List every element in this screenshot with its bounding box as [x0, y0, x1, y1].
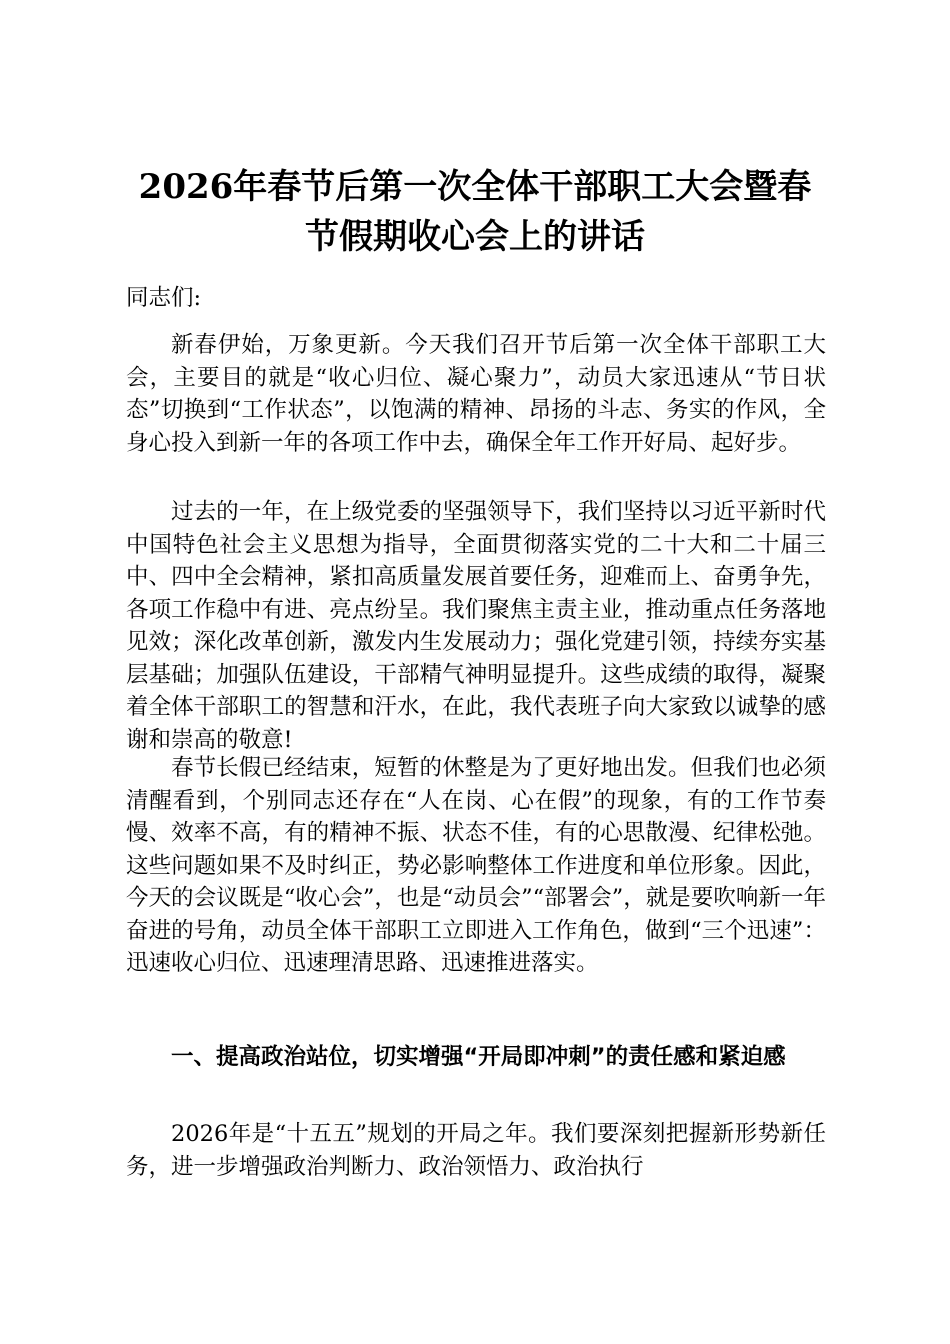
paragraph-2: 过去的一年，在上级党委的坚强领导下，我们坚持以习近平新时代中国特色社会主义思想为指导，全面贯彻落实党的二十大和二十届三中、四中全会精神，紧扣高质量发展首要任务，迎难而上、奋勇争先，各项工作稳中有进、亮点纷呈。我们聚焦主责主业，推动重点任务落地见效；深化改革创新，激发内生发展动力；强化党建引领，持续夯实基层基础；加强队伍建设，干部精气神明显提升。这些成绩的取得，凝聚着全体干部职工的智慧和汗水，在此，我代表班子向大家致以诚挚的感谢和崇高的敬意! [126, 499, 826, 753]
paragraph-4: 2026年是“十五五”规划的开局之年。我们要深刻把握新形势新任务，进一步增强政治判断力、政治领悟力、政治执行 [126, 1121, 826, 1180]
document-title [125, 162, 825, 262]
section-heading: 一、提高政治站位，切实增强“开局即冲刺”的责任感和紧迫感 [171, 1044, 786, 1070]
paragraph-3: 春节长假已经结束，短暂的休整是为了更好地出发。但我们也必须清醒看到，个别同志还存在“人在岗、心在假”的现象，有的工作节奏慢、效率不高，有的精神不振、状态不佳，有的心思散漫、纪律松弛。这些问题如果不及时纠正，势必影响整体工作进度和单位形象。因此，今天的会议既是“收心会”，也是“动员会”“部署会”，就是要吹响新一年奋进的号角，动员全体干部职工立即进入工作角色，做到“三个迅速”：迅速收心归位、迅速理清思路、迅速推进落实。 [126, 755, 826, 976]
title-line-2: 节假期收心会上的讲话 [305, 217, 645, 257]
paragraph-1: 新春伊始，万象更新。今天我们召开节后第一次全体干部职工大会，主要目的就是“收心归位、凝心聚力”，动员大家迅速从“节日状态”切换到“工作状态”，以饱满的精神、昂扬的斗志、务实的作风，全身心投入到新一年的各项工作中去，确保全年工作开好局、起好步。 [126, 332, 826, 456]
salutation: 同志们: [126, 285, 202, 311]
title-line-1: 2026年春节后第一次全体干部职工大会暨春 [138, 167, 812, 207]
